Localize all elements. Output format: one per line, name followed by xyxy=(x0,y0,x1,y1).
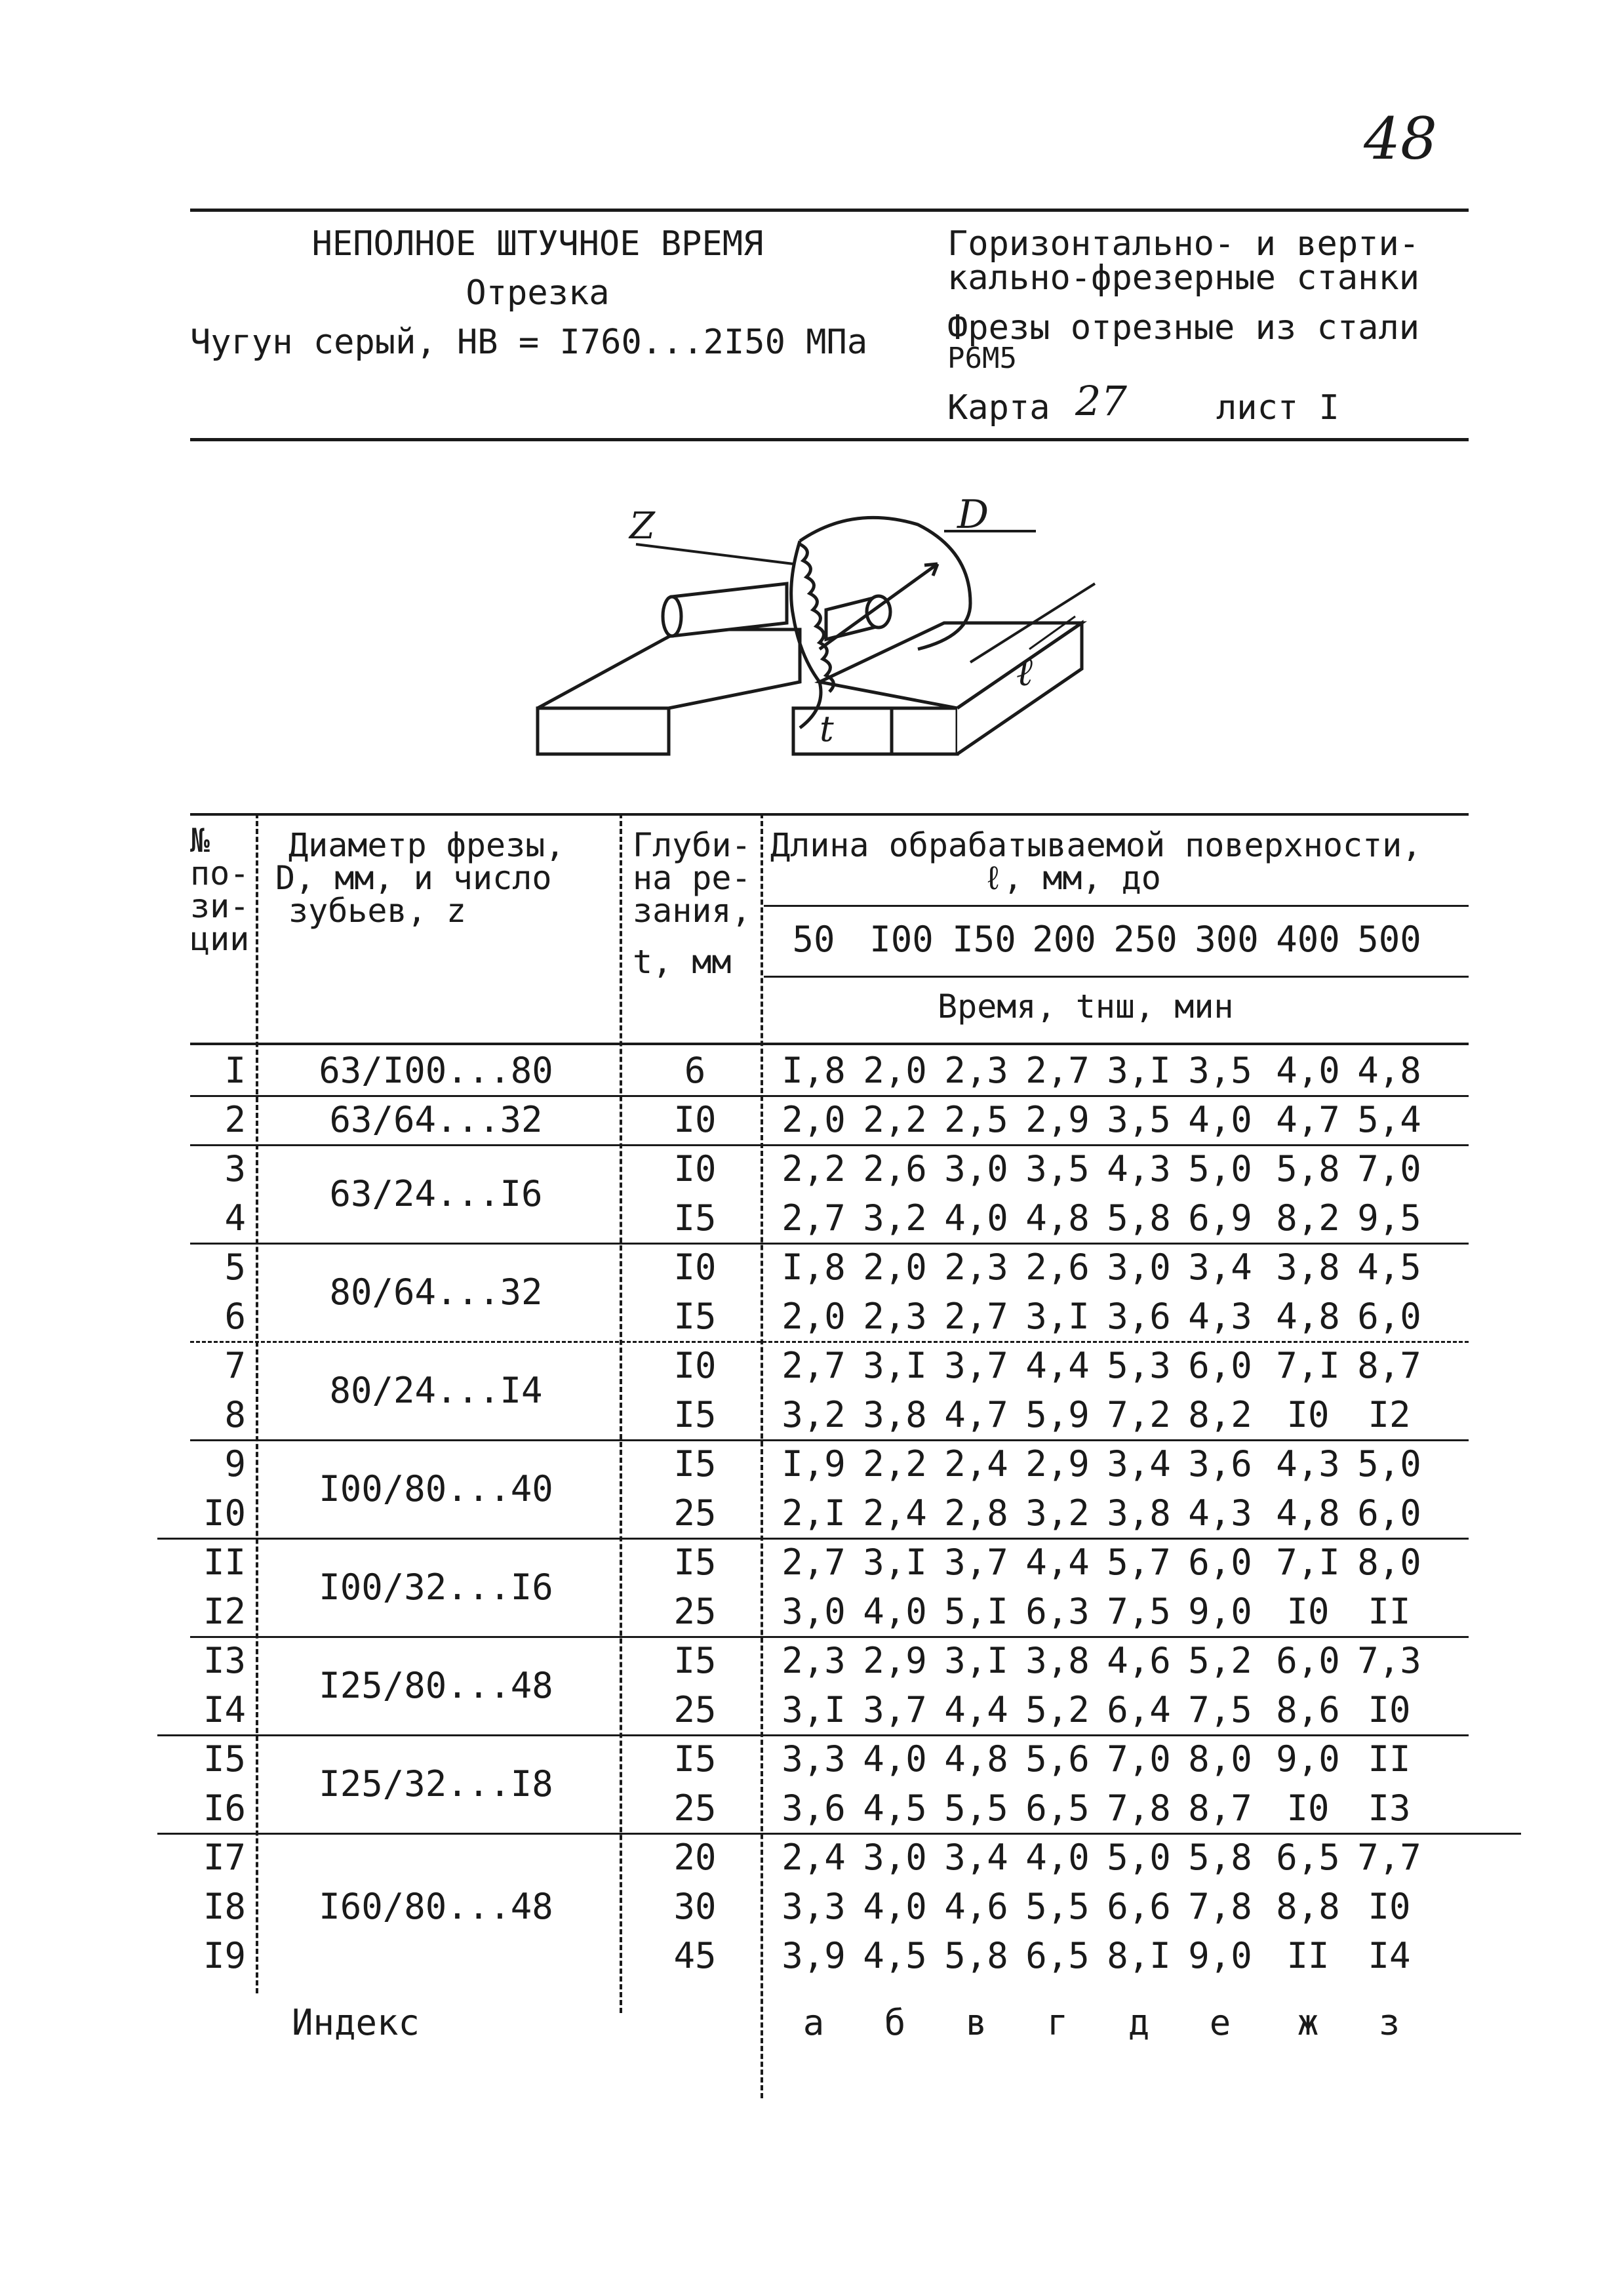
cutter-diameter: I25/80...48 xyxy=(319,1664,553,1706)
time-value: 5,0 xyxy=(1107,1837,1171,1878)
time-value: I0 xyxy=(1368,1689,1411,1730)
time-value: 2,4 xyxy=(863,1492,927,1534)
time-value: I0 xyxy=(1368,1886,1411,1927)
time-value: I,8 xyxy=(782,1247,846,1288)
time-value: 4,4 xyxy=(1025,1345,1090,1386)
time-value: 3,4 xyxy=(1107,1443,1171,1485)
cut-depth: I5 xyxy=(673,1640,717,1681)
cut-depth: I5 xyxy=(673,1394,717,1435)
cut-depth: I5 xyxy=(673,1443,717,1485)
header-card-label: Карта xyxy=(947,388,1050,428)
time-value: 4,0 xyxy=(944,1197,1008,1239)
cutter-diameter: 63/24...I6 xyxy=(329,1172,543,1214)
time-value: 6,3 xyxy=(1025,1591,1090,1632)
position-number: I5 xyxy=(203,1738,246,1780)
cut-depth: I5 xyxy=(673,1296,717,1337)
time-value: 9,0 xyxy=(1276,1738,1340,1780)
time-label: Время, tнш, мин xyxy=(938,988,1234,1026)
position-number: 9 xyxy=(224,1443,246,1485)
time-value: 5,5 xyxy=(944,1787,1008,1829)
time-value: 4,7 xyxy=(944,1394,1008,1435)
time-value: I4 xyxy=(1368,1935,1411,1976)
cutter-diameter: 63/I00...80 xyxy=(319,1050,553,1091)
time-value: 2,2 xyxy=(782,1148,846,1189)
time-value: 3,4 xyxy=(944,1837,1008,1878)
cut-depth: I5 xyxy=(673,1738,717,1780)
time-value: 3,4 xyxy=(1188,1247,1252,1288)
time-value: 3,5 xyxy=(1107,1099,1171,1140)
time-value: 4,6 xyxy=(944,1886,1008,1927)
time-value: 3,9 xyxy=(782,1935,846,1976)
position-number: I6 xyxy=(203,1787,246,1829)
time-value: 5,2 xyxy=(1188,1640,1252,1681)
time-value: 5,8 xyxy=(1188,1837,1252,1878)
position-number: 2 xyxy=(224,1099,246,1140)
table-top-rule xyxy=(190,813,1469,816)
time-value: 3,6 xyxy=(782,1787,846,1829)
time-value: 3,2 xyxy=(782,1394,846,1435)
time-value: I0 xyxy=(1286,1591,1330,1632)
time-value: 2,8 xyxy=(944,1492,1008,1534)
time-value: 4,8 xyxy=(944,1738,1008,1780)
cut-depth: I0 xyxy=(673,1099,717,1140)
time-value: 2,0 xyxy=(782,1099,846,1140)
time-value: 5,8 xyxy=(1107,1197,1171,1239)
col-sep-1 xyxy=(256,813,258,1993)
time-value: 8,0 xyxy=(1357,1542,1421,1583)
length-value: 300 xyxy=(1195,919,1259,960)
time-value: 9,5 xyxy=(1357,1197,1421,1239)
header-dia-3: зубьев, z xyxy=(288,892,466,930)
time-value: 3,7 xyxy=(944,1345,1008,1386)
time-value: II xyxy=(1368,1591,1411,1632)
index-letter: г xyxy=(1046,2002,1069,2043)
index-letter: е xyxy=(1209,2002,1231,2043)
time-value: 3,5 xyxy=(1188,1050,1252,1091)
time-value: 8,2 xyxy=(1276,1197,1340,1239)
header-machines-2: кально-фрезерные станки xyxy=(947,258,1420,298)
time-value: 9,0 xyxy=(1188,1591,1252,1632)
time-value: 4,8 xyxy=(1276,1296,1340,1337)
time-value: 2,7 xyxy=(782,1197,846,1239)
time-value: 2,2 xyxy=(863,1443,927,1485)
time-value: 5,9 xyxy=(1025,1394,1090,1435)
cut-depth: I0 xyxy=(673,1247,717,1288)
cutter-diameter: I60/80...48 xyxy=(319,1886,553,1927)
col-sep-3 xyxy=(761,813,763,2098)
time-value: 4,8 xyxy=(1276,1492,1340,1534)
time-value: 4,8 xyxy=(1025,1197,1090,1239)
time-value: 8,2 xyxy=(1188,1394,1252,1435)
time-value: I0 xyxy=(1286,1787,1330,1829)
cut-depth: I0 xyxy=(673,1345,717,1386)
table-header-rule xyxy=(190,1043,1469,1045)
time-value: 4,8 xyxy=(1357,1050,1421,1091)
time-value: 2,0 xyxy=(863,1050,927,1091)
length-value: 250 xyxy=(1113,919,1178,960)
position-number: I4 xyxy=(203,1689,246,1730)
position-number: II xyxy=(203,1542,246,1583)
figure-label-d: D xyxy=(957,492,989,538)
length-value: I50 xyxy=(952,919,1016,960)
time-value: 5,6 xyxy=(1025,1738,1090,1780)
time-value: 4,7 xyxy=(1276,1099,1340,1140)
time-value: 3,3 xyxy=(782,1738,846,1780)
header-length-2: ℓ, мм, до xyxy=(983,859,1161,897)
time-value: 2,I xyxy=(782,1492,846,1534)
time-value: 4,5 xyxy=(863,1935,927,1976)
time-value: 5,8 xyxy=(1276,1148,1340,1189)
length-sub-rule xyxy=(764,905,1469,907)
header-tools-1: Фрезы отрезные из стали xyxy=(947,308,1420,348)
header-depth-1: Глуби- xyxy=(633,826,751,864)
cut-depth: 20 xyxy=(673,1837,717,1878)
time-value: 5,8 xyxy=(944,1935,1008,1976)
index-letter: в xyxy=(965,2002,987,2043)
cutter-diameter: I00/32...I6 xyxy=(319,1566,553,1608)
time-value: 6,4 xyxy=(1107,1689,1171,1730)
time-value: 3,8 xyxy=(1276,1247,1340,1288)
time-value: 2,0 xyxy=(782,1296,846,1337)
time-value: 3,0 xyxy=(863,1837,927,1878)
time-value: 7,0 xyxy=(1357,1148,1421,1189)
time-value: 2,7 xyxy=(782,1345,846,1386)
header-dia-2: D, мм, и число xyxy=(275,859,552,897)
figure-label-l: ℓ xyxy=(1016,649,1033,695)
time-value: I,8 xyxy=(782,1050,846,1091)
time-value: 5,0 xyxy=(1357,1443,1421,1485)
time-value: 7,5 xyxy=(1107,1591,1171,1632)
time-value: 6,5 xyxy=(1025,1935,1090,1976)
time-value: 7,7 xyxy=(1357,1837,1421,1878)
time-value: 4,3 xyxy=(1188,1492,1252,1534)
time-value: I3 xyxy=(1368,1787,1411,1829)
figure-label-t: t xyxy=(820,708,834,749)
length-value: 200 xyxy=(1032,919,1096,960)
time-value: 3,6 xyxy=(1107,1296,1171,1337)
index-letter: б xyxy=(884,2002,906,2043)
header-pos-3: зи- xyxy=(190,887,250,925)
time-value: 4,0 xyxy=(863,1886,927,1927)
time-value: 7,I xyxy=(1276,1542,1340,1583)
time-value: 4,0 xyxy=(1276,1050,1340,1091)
cut-depth: 30 xyxy=(673,1886,717,1927)
time-value: 3,I xyxy=(1025,1296,1090,1337)
time-value: 3,0 xyxy=(1107,1247,1171,1288)
position-number: 3 xyxy=(224,1148,246,1189)
time-value: 3,8 xyxy=(1107,1492,1171,1534)
position-number: I xyxy=(224,1050,246,1091)
time-value: 8,7 xyxy=(1357,1345,1421,1386)
time-value: 6,9 xyxy=(1188,1197,1252,1239)
time-value: 8,6 xyxy=(1276,1689,1340,1730)
index-label: Индекс xyxy=(292,2002,420,2043)
header-tools-2: Р6М5 xyxy=(947,342,1017,375)
time-value: 4,4 xyxy=(1025,1542,1090,1583)
cut-depth: 25 xyxy=(673,1591,717,1632)
time-value: 5,5 xyxy=(1025,1886,1090,1927)
time-value: 2,3 xyxy=(863,1296,927,1337)
time-value: 4,3 xyxy=(1188,1296,1252,1337)
time-value: 6,0 xyxy=(1188,1542,1252,1583)
time-value: 5,0 xyxy=(1188,1148,1252,1189)
position-number: 6 xyxy=(224,1296,246,1337)
time-value: 7,0 xyxy=(1107,1738,1171,1780)
time-value: 6,0 xyxy=(1276,1640,1340,1681)
time-value: 3,I xyxy=(944,1640,1008,1681)
time-value: 8,0 xyxy=(1188,1738,1252,1780)
header-pos-2: по- xyxy=(190,854,250,892)
time-value: 6,0 xyxy=(1188,1345,1252,1386)
cut-depth: 6 xyxy=(684,1050,706,1091)
time-value: 4,0 xyxy=(1188,1099,1252,1140)
cut-depth: I5 xyxy=(673,1197,717,1239)
index-letter: з xyxy=(1378,2002,1400,2043)
time-value: 4,0 xyxy=(1025,1837,1090,1878)
header-card-number: 27 xyxy=(1075,377,1127,425)
time-value: 8,I xyxy=(1107,1935,1171,1976)
time-value: 8,8 xyxy=(1276,1886,1340,1927)
header-bottom-rule xyxy=(190,438,1469,441)
position-number: 5 xyxy=(224,1247,246,1288)
cutter-diameter: I00/80...40 xyxy=(319,1467,553,1509)
time-value: 3,3 xyxy=(782,1886,846,1927)
time-value: 2,9 xyxy=(1025,1443,1090,1485)
time-value: 6,6 xyxy=(1107,1886,1171,1927)
cut-depth: 25 xyxy=(673,1492,717,1534)
time-value: 5,4 xyxy=(1357,1099,1421,1140)
length-value: I00 xyxy=(869,919,934,960)
time-value: 7,I xyxy=(1276,1345,1340,1386)
time-value: II xyxy=(1286,1935,1330,1976)
time-value: I2 xyxy=(1368,1394,1411,1435)
time-value: 5,3 xyxy=(1107,1345,1171,1386)
time-value: 4,5 xyxy=(863,1787,927,1829)
time-value: 4,5 xyxy=(1357,1247,1421,1288)
time-value: 2,4 xyxy=(782,1837,846,1878)
time-value: 3,7 xyxy=(863,1689,927,1730)
time-value: 2,5 xyxy=(944,1099,1008,1140)
position-number: I9 xyxy=(203,1935,246,1976)
time-value: 5,7 xyxy=(1107,1542,1171,1583)
time-value: 3,8 xyxy=(863,1394,927,1435)
length-value: 400 xyxy=(1276,919,1340,960)
header-operation: Отрезка xyxy=(465,273,610,313)
time-value: 2,7 xyxy=(1025,1050,1090,1091)
time-value: 7,2 xyxy=(1107,1394,1171,1435)
time-value: 2,9 xyxy=(1025,1099,1090,1140)
length-value: 500 xyxy=(1357,919,1421,960)
header-material: Чугун серый, НВ = I760...2I50 МПа xyxy=(190,323,868,362)
cutter-diameter: 80/24...I4 xyxy=(329,1369,543,1411)
time-value: 7,3 xyxy=(1357,1640,1421,1681)
time-value: 6,5 xyxy=(1025,1787,1090,1829)
time-value: 4,6 xyxy=(1107,1640,1171,1681)
time-value: 4,0 xyxy=(863,1591,927,1632)
time-value: 2,9 xyxy=(863,1640,927,1681)
cut-depth: 45 xyxy=(673,1935,717,1976)
time-value: 2,3 xyxy=(944,1050,1008,1091)
time-value: 4,3 xyxy=(1107,1148,1171,1189)
time-value: 8,7 xyxy=(1188,1787,1252,1829)
cut-depth: I0 xyxy=(673,1148,717,1189)
position-number: I8 xyxy=(203,1886,246,1927)
time-value: 3,0 xyxy=(944,1148,1008,1189)
time-value: 5,2 xyxy=(1025,1689,1090,1730)
time-value: 6,5 xyxy=(1276,1837,1340,1878)
index-letter: а xyxy=(802,2002,825,2043)
header-top-rule xyxy=(190,209,1469,212)
time-value: 3,6 xyxy=(1188,1443,1252,1485)
position-number: 8 xyxy=(224,1394,246,1435)
time-value: 7,5 xyxy=(1188,1689,1252,1730)
time-value: 3,I xyxy=(782,1689,846,1730)
time-value: 2,2 xyxy=(863,1099,927,1140)
time-value: 4,4 xyxy=(944,1689,1008,1730)
time-value: 3,I xyxy=(863,1345,927,1386)
time-value: 3,0 xyxy=(782,1591,846,1632)
time-value: 3,5 xyxy=(1025,1148,1090,1189)
header-sheet-label: лист I xyxy=(1216,388,1339,428)
time-value: 2,7 xyxy=(782,1542,846,1583)
cut-depth: 25 xyxy=(673,1787,717,1829)
header-depth-4: t, мм xyxy=(633,943,732,981)
header-depth-2: на ре- xyxy=(633,859,751,897)
cutter-diameter: 63/64...32 xyxy=(329,1099,543,1140)
time-value: 2,6 xyxy=(1025,1247,1090,1288)
time-sub-rule xyxy=(764,976,1469,978)
time-value: 6,0 xyxy=(1357,1296,1421,1337)
position-number: I7 xyxy=(203,1837,246,1878)
time-value: 3,2 xyxy=(863,1197,927,1239)
cutter-diameter: 80/64...32 xyxy=(329,1271,543,1313)
header-title: НЕПОЛНОЕ ШТУЧНОЕ ВРЕМЯ xyxy=(311,224,764,264)
time-value: 3,2 xyxy=(1025,1492,1090,1534)
header-machines-1: Горизонтально- и верти- xyxy=(947,224,1420,264)
length-value: 50 xyxy=(792,919,835,960)
position-number: I0 xyxy=(203,1492,246,1534)
time-value: 2,6 xyxy=(863,1148,927,1189)
time-value: 6,0 xyxy=(1357,1492,1421,1534)
header-pos-4: ции xyxy=(190,920,250,958)
time-value: 3,I xyxy=(863,1542,927,1583)
time-value: 3,I xyxy=(1107,1050,1171,1091)
time-value: 3,8 xyxy=(1025,1640,1090,1681)
time-value: I,9 xyxy=(782,1443,846,1485)
time-value: II xyxy=(1368,1738,1411,1780)
position-number: 7 xyxy=(224,1345,246,1386)
time-value: 9,0 xyxy=(1188,1935,1252,1976)
time-value: 2,0 xyxy=(863,1247,927,1288)
time-value: 2,4 xyxy=(944,1443,1008,1485)
time-value: 7,8 xyxy=(1107,1787,1171,1829)
time-value: 5,I xyxy=(944,1591,1008,1632)
header-length-1: Длина обрабатываемой поверхности, xyxy=(770,826,1422,864)
time-value: 4,3 xyxy=(1276,1443,1340,1485)
header-dia-1: Диаметр фрезы, xyxy=(288,826,565,864)
index-letter: ж xyxy=(1297,2002,1319,2043)
time-value: I0 xyxy=(1286,1394,1330,1435)
time-value: 7,8 xyxy=(1188,1886,1252,1927)
time-value: 2,3 xyxy=(944,1247,1008,1288)
position-number: I2 xyxy=(203,1591,246,1632)
header-pos-1: № xyxy=(190,822,210,860)
header-depth-3: зания, xyxy=(633,892,751,930)
cutter-diameter: I25/32...I8 xyxy=(319,1763,553,1805)
position-number: 4 xyxy=(224,1197,246,1239)
figure-label-z: Z xyxy=(629,505,655,548)
cut-depth: 25 xyxy=(673,1689,717,1730)
time-value: 3,7 xyxy=(944,1542,1008,1583)
index-letter: д xyxy=(1128,2002,1150,2043)
cut-depth: I5 xyxy=(673,1542,717,1583)
time-value: 2,7 xyxy=(944,1296,1008,1337)
time-value: 2,3 xyxy=(782,1640,846,1681)
time-value: 4,0 xyxy=(863,1738,927,1780)
page-number: 48 xyxy=(1364,105,1437,172)
position-number: I3 xyxy=(203,1640,246,1681)
cutting-scheme-figure xyxy=(511,485,1115,780)
